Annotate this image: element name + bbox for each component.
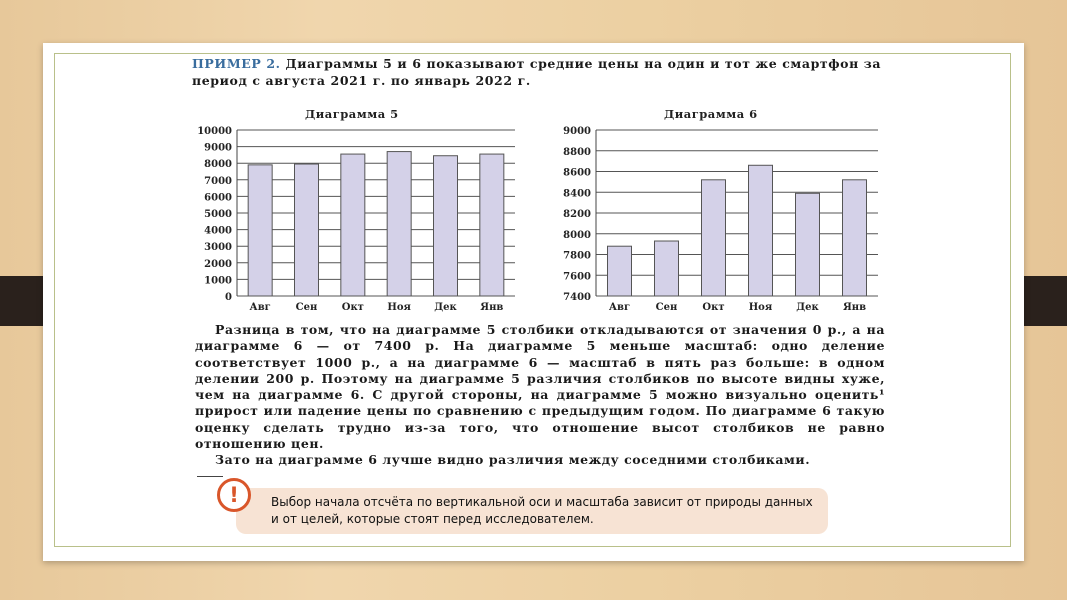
bar (702, 180, 726, 296)
y-tick-label: 0 (225, 292, 232, 303)
x-tick-label: Дек (796, 302, 819, 313)
chart-2-title: Диаграмма 6 (664, 107, 758, 121)
x-tick-label: Ноя (387, 302, 411, 313)
bar (248, 165, 272, 296)
y-tick-label: 7800 (563, 250, 591, 262)
y-tick-label: 8000 (563, 229, 591, 241)
y-tick-label: 6000 (204, 192, 232, 204)
bar (480, 154, 504, 296)
note-text: Выбор начала отсчёта по вертикальной оси и масштаба зависит от природы данных и от целей, которые стоят перед исследователем. (271, 495, 813, 526)
x-tick-label: Сен (295, 302, 318, 313)
x-tick-label: Окт (341, 302, 364, 313)
y-tick-label: 3000 (204, 242, 232, 254)
y-tick-label: 9000 (204, 142, 232, 154)
x-tick-label: Ноя (748, 302, 773, 313)
chart-1 (195, 120, 525, 315)
body-paragraph-1: Разница в том, что на диаграмме 5 столбики откладываются от значения 0 р., а на диаграмме 6 — от 7400 р. На диаграмме 5 меньше масштаб: одно деление соответствует 1000 р., а на диаграмме 6 — масштаб в пять раз больше: в одном делении 200 р. Поэтому на диаграмме 5 различия столбиков по высоте видны хуже, чем на диаграмме 6. С другой стороны, на диаграмме 5 можно визуально оценить¹ прирост или падение цены по сравнению с предыдущим годом. По диаграмме 6 такую оценку сделать трудно из-за того, что отношение высот столбиков не равно отношению цен. (195, 322, 885, 452)
note-box (236, 488, 828, 534)
y-tick-label: 10000 (197, 126, 232, 137)
body-paragraph-2: Зато на диаграмме 6 лучше видно различия между соседними столбиками. (215, 452, 811, 468)
bar (608, 246, 632, 296)
footnote-rule (197, 476, 223, 477)
y-tick-label: 8000 (204, 159, 232, 171)
y-tick-label: 7600 (563, 271, 591, 283)
y-tick-label: 2000 (204, 258, 232, 270)
body-text (195, 322, 885, 469)
bar (387, 152, 411, 296)
bar (843, 180, 867, 296)
y-tick-label: 5000 (204, 209, 232, 220)
example-intro: Диаграммы 5 и 6 показывают средние цены на один и тот же смартфон за период с августа 2021 г. по январь 2022 г. (192, 56, 882, 88)
x-tick-label: Окт (702, 302, 725, 313)
bar (434, 156, 458, 296)
x-tick-label: Авг (608, 302, 631, 313)
example-heading (192, 55, 882, 89)
bar (295, 164, 319, 296)
x-tick-label: Янв (842, 302, 867, 313)
bar (749, 165, 773, 296)
x-tick-label: Сен (655, 302, 678, 313)
y-tick-label: 8800 (563, 146, 591, 158)
y-tick-label: 7400 (563, 292, 591, 303)
y-tick-label: 8200 (563, 209, 591, 220)
chart-1-title: Диаграмма 5 (305, 107, 399, 121)
x-tick-label: Авг (249, 302, 271, 313)
example-label: ПРИМЕР 2. (192, 56, 281, 71)
bar (655, 241, 679, 296)
y-tick-label: 1000 (204, 275, 232, 287)
y-tick-label: 7000 (204, 175, 232, 187)
x-tick-label: Янв (480, 302, 504, 313)
bar (341, 154, 365, 296)
y-tick-label: 4000 (204, 225, 232, 237)
chart-2 (548, 120, 888, 313)
y-tick-label: 8600 (563, 167, 591, 179)
y-tick-label: 9000 (563, 126, 591, 137)
warning-icon: ! (217, 478, 251, 512)
x-tick-label: Дек (434, 302, 457, 313)
bar (796, 193, 820, 296)
y-tick-label: 8400 (563, 188, 591, 200)
